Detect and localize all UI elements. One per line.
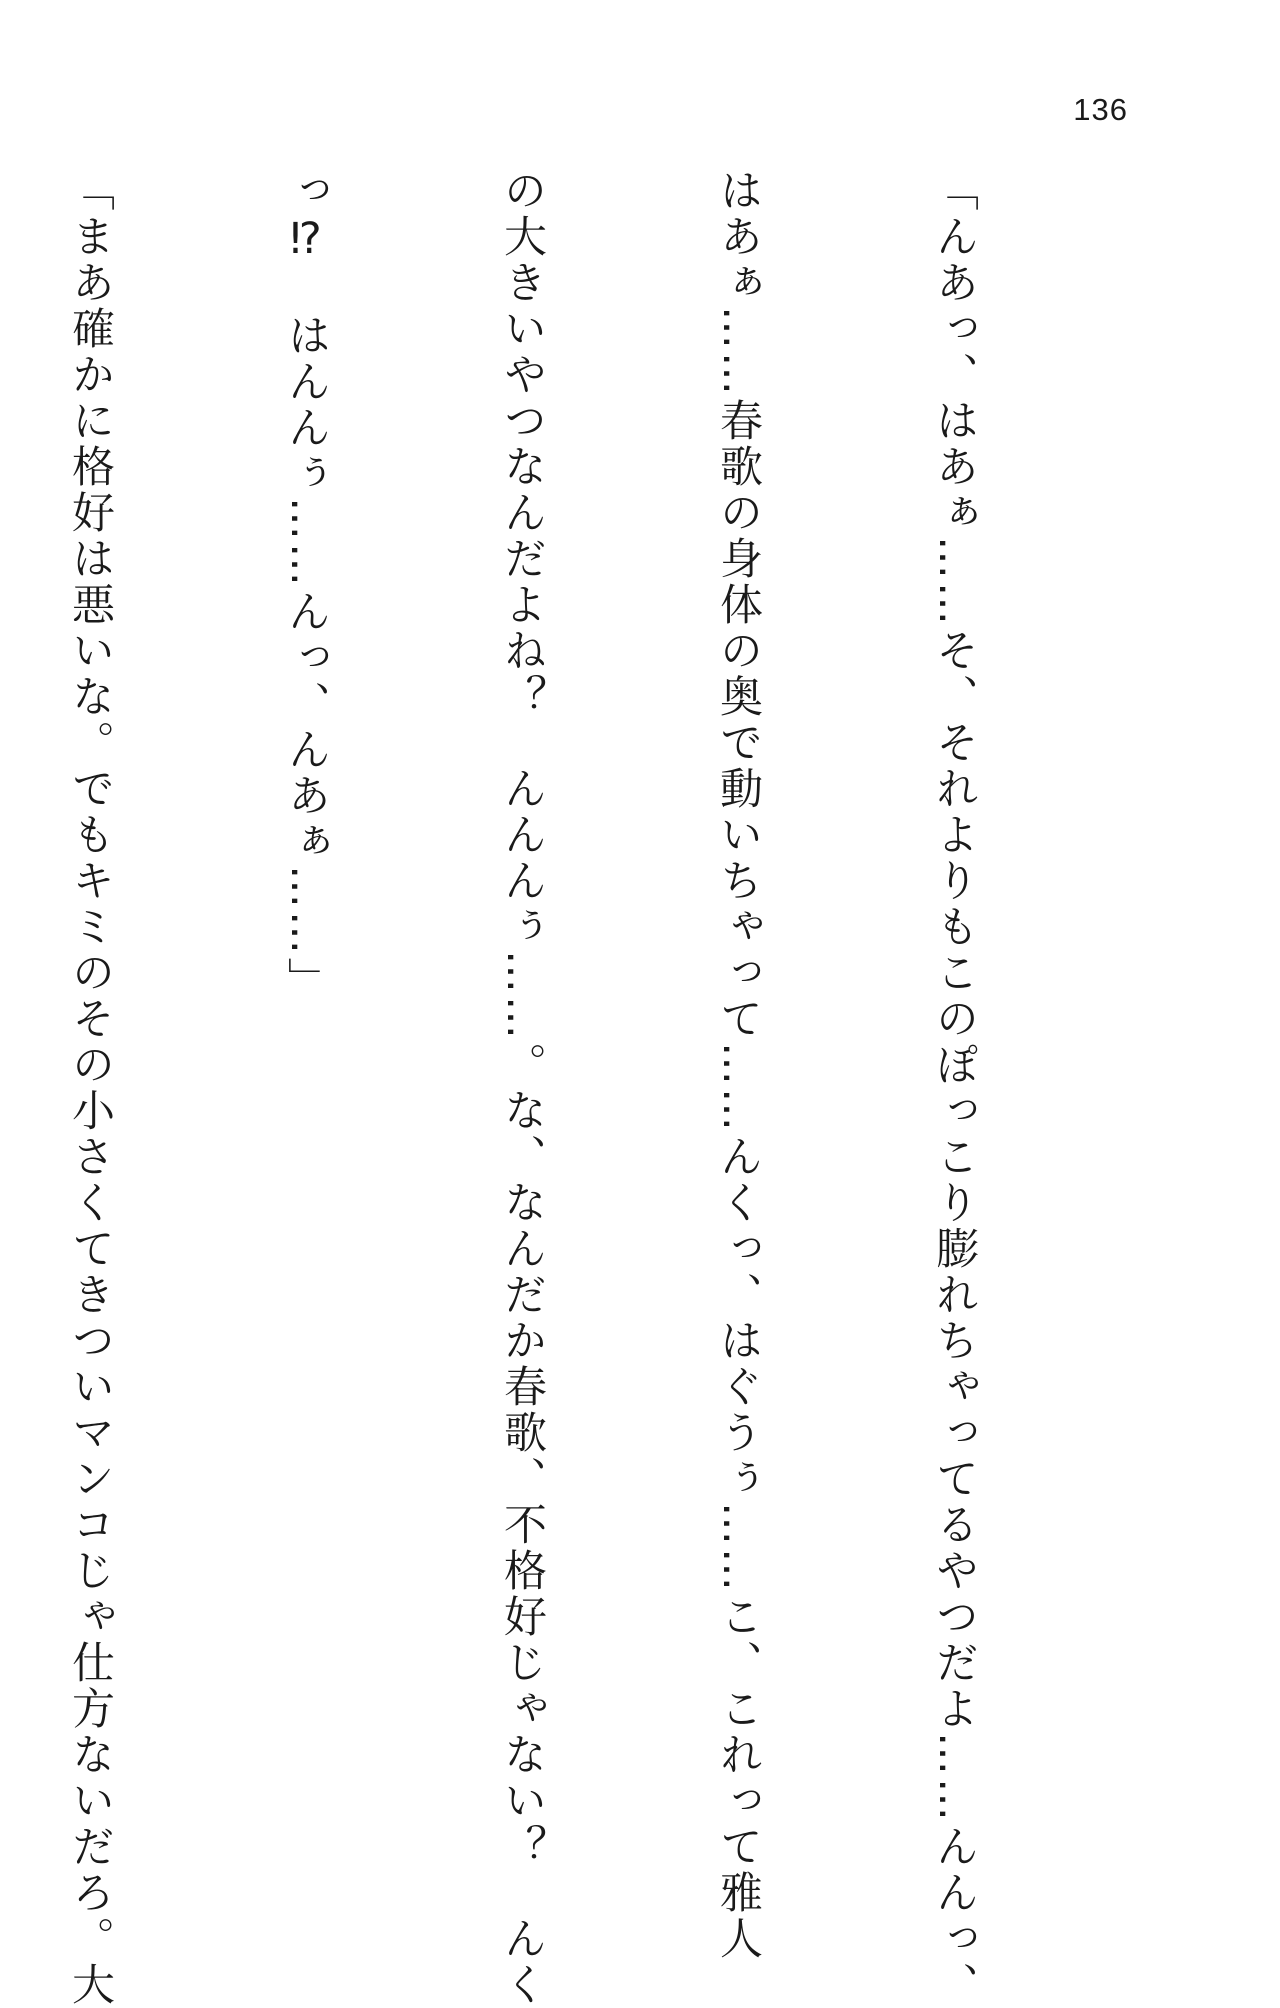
body-text — [0, 168, 1134, 2008]
text-line: 「まあ確かに格好は悪いな。でもキミのその小さくてきついマンコじゃ仕方ないだろ。大 — [65, 168, 115, 2008]
page-number: 136 — [1073, 92, 1128, 127]
text-line: っ⁉ はんんぅ……んっ、んあぁ……」 — [281, 168, 331, 1003]
text-line: の大きいやつなんだよね？ んんんぅ……。な、なんだか春歌、不格好じゃない？ んく — [497, 168, 547, 2008]
text-line: はあぁ……春歌の身体の奥で動いちゃって……んくっ、はぐうぅ……こ、これって雅人 — [713, 168, 763, 1962]
text-line: 「んあっ、はあぁ……そ、それよりもこのぽっこり膨れちゃってるやつだよ……んんっ、 — [929, 168, 979, 2008]
